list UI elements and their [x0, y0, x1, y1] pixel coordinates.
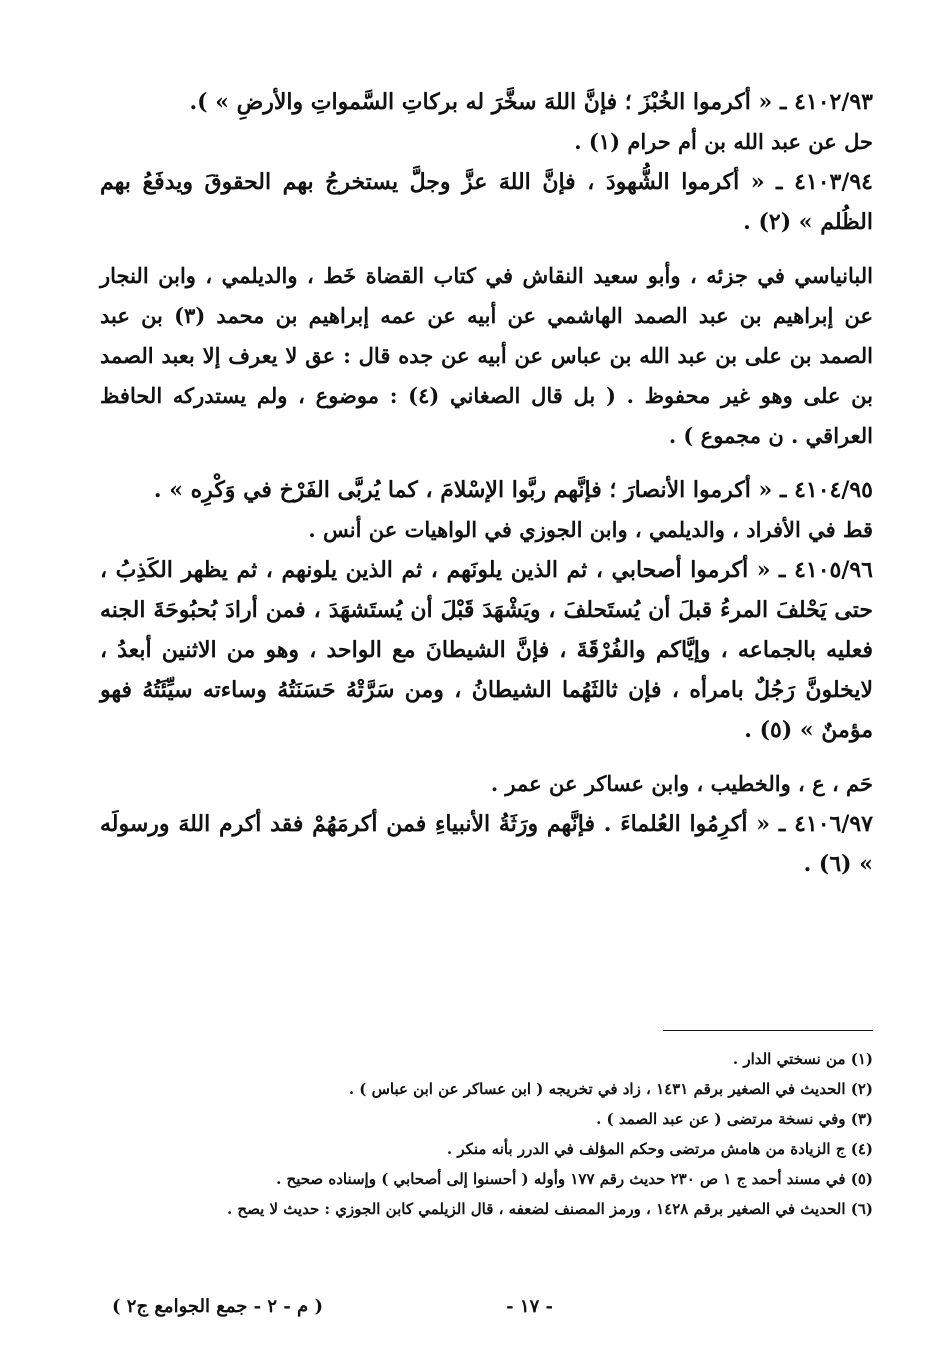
hadith-entry: ٤١٠٣/٩٤ ـ « أكرموا الشُّهودَ ، فإنَّ اللهَ عزَّ وجلَّ يستخرجُ بهم الحقوقَ ويدفَعُ بهم الظُلم » (٢) . — [100, 169, 873, 235]
hadith-source: حل عن عبد الله بن أم حرام (١) . — [574, 129, 873, 154]
hadith-entry: ٤١٠٥/٩٦ ـ « أكرموا أصحابي ، ثم الذين يلونَهم ، ثم الذين يلونهم ، ثم يظهر الكَذِبُ ، حتى يَحْلفَ المرءُ قبلَ أن يُستَحلفَ ، ويَشْهَدَ قَبْلَ أن يُستَشهَدَ ، فمن أرادَ بُحبُوحَةَ الجنه فعليه بالجماعه ، وإيَّاكم والفُرْقَةَ ، فإنَّ الشيطانَ مع الواحد ، وهو من الاثنين أبعدُ ، لايخلونَّ رَجُلٌ بامرأه ، فإن ثالثَهُما الشيطانُ ، ومن سَرَّتْهُ حَسَنَتُهُ وساءته سيِّئَتُهُ فهو مؤمنٌ » (٥) . — [100, 557, 873, 743]
hadith-entry: ٤١٠٢/٩٣ ـ « أكرموا الخُبْزَ ؛ فإنَّ اللهَ سخَّرَ له بركاتِ السَّمواتِ والأرضِ » ). — [189, 89, 873, 115]
hadith-source: حَم ، ع ، والخطيب ، وابن عساكر عن عمر . — [490, 771, 873, 796]
footnote: (١) من نسختي الدار . — [732, 1050, 873, 1068]
footnote: (٥) في مسند أحمد ج ١ ص ٢٣٠ حديث رقم ١٧٧ وأوله ( أحسنوا إلى أصحابي ) وإسناده صحيح . — [276, 1170, 873, 1188]
hadith-entry: ٤١٠٦/٩٧ ـ « أكرِمُوا العُلماءَ . فإنَّهم ورَثَةُ الأنبياءِ فمن أكرمَهُمْ فقد أكرم اللهَ ورسولَه » (٦) . — [100, 811, 873, 877]
footnote: (٢) الحديث في الصغير برقم ١٤٣١ ، زاد في تخريجه ( ابن عساكر عن ابن عباس ) . — [348, 1080, 873, 1098]
footnotes — [100, 1044, 873, 1224]
hadith-entry: ٤١٠٤/٩٥ ـ « أكرموا الأنصارَ ؛ فإنَّهم ربَّوا الإسْلامَ ، كما يُربَّى الفَرْخ في وَكْرِه » . — [153, 477, 873, 503]
footnote-divider — [663, 1030, 873, 1031]
hadith-source: قط في الأفراد ، والديلمي ، وابن الجوزي في الواهيات عن أنس . — [308, 517, 873, 542]
footnote: (٦) الحديث في الصغير برقم ١٤٢٨ ، ورمز المصنف لضعفه ، قال الزيلمي كابن الجوزي : حديث لا يصح . — [226, 1200, 873, 1218]
hadith-source: البانياسي في جزئه ، وأبو سعيد النقاش في كتاب القضاة خَط ، والديلمي ، وابن النجار عن إبراهيم بن عبد الصمد الهاشمي عن أبيه عن عمه إبراهيم بن محمد (٣) بن عبد الصمد بن على بن عبد الله بن عباس عن أبيه عن جده قال : عق لا يعرف إلا بعبد الصمد بن على وهو غير محفوظ . ( بل قال الصغاني (٤) : موضوع ، ولم يستدركه الحافظ العراقي . ن مجموع ) . — [100, 263, 874, 448]
main-text — [100, 82, 873, 884]
footnote: (٤) ج الزيادة من هامش مرتضى وحكم المؤلف في الدرر بأنه منكر . — [446, 1140, 873, 1158]
footnote: (٣) وفي نسخة مرتضى ( عن عبد الصمد ) . — [596, 1110, 873, 1128]
page-number: - ١٧ - — [506, 1296, 553, 1317]
running-title: ( م - ٢ - جمع الجوامع ج٢ ) — [112, 1296, 323, 1317]
